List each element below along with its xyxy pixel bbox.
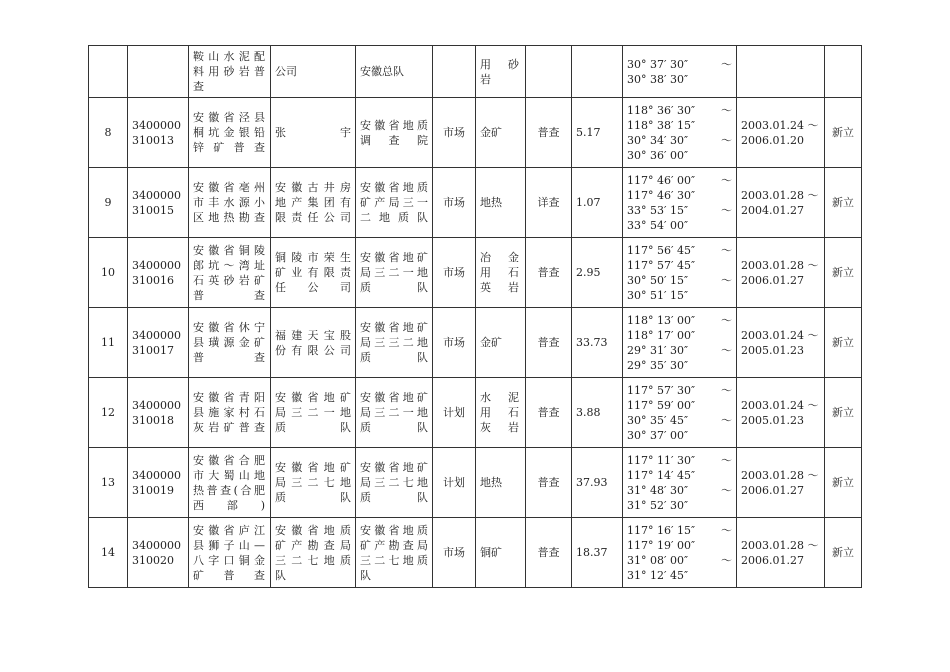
cell-source: 市场 [433, 168, 476, 238]
cell-no [89, 46, 128, 98]
cell-mineral: 地热 [476, 448, 526, 518]
table-row [89, 308, 862, 378]
cell-stage: 详查 [526, 168, 572, 238]
cell-validity: 2003.01.28 ～ 2004.01.27 [737, 168, 825, 238]
cell-type: 新立 [825, 98, 862, 168]
cell-type: 新立 [825, 378, 862, 448]
table-row [89, 448, 862, 518]
cell-type: 新立 [825, 518, 862, 588]
cell-validity: 2003.01.28 ～ 2006.01.27 [737, 448, 825, 518]
cell-project-name: 安徽省亳州 市丰水源小 区地热勘查 [189, 168, 271, 238]
cell-source: 市场 [433, 308, 476, 378]
cell-applicant: 张 宇 [271, 98, 356, 168]
mining-rights-table [88, 45, 862, 588]
cell-mineral: 地热 [476, 168, 526, 238]
cell-project-name: 安徽省铜陵 郎坑～湾址 石英砂岩矿 普查 [189, 238, 271, 308]
table-row [89, 46, 862, 98]
cell-stage: 普查 [526, 98, 572, 168]
table-row [89, 98, 862, 168]
cell-validity: 2003.01.24 ～ 2005.01.23 [737, 308, 825, 378]
cell-code: 3400000 310017 [128, 308, 189, 378]
cell-area: 1.07 [572, 168, 623, 238]
cell-source: 市场 [433, 98, 476, 168]
cell-code: 3400000 310015 [128, 168, 189, 238]
cell-stage [526, 46, 572, 98]
cell-mineral: 金矿 [476, 98, 526, 168]
cell-validity: 2003.01.28 ～ 2006.01.27 [737, 238, 825, 308]
table-row [89, 518, 862, 588]
cell-validity [737, 46, 825, 98]
cell-project-name: 安徽省休宁 县璜源金矿 普查 [189, 308, 271, 378]
cell-type: 新立 [825, 308, 862, 378]
cell-validity: 2003.01.24 ～ 2006.01.20 [737, 98, 825, 168]
table-row [89, 168, 862, 238]
cell-stage: 普查 [526, 378, 572, 448]
cell-coordinates: 117° 16′ 15″ ～ 117° 19′ 00″ 31° 08′ 00″ ～ 31° 12′ 45″ [623, 518, 737, 588]
table-row [89, 238, 862, 308]
cell-applicant: 安徽古井房 地产集团有 限责任公司 [271, 168, 356, 238]
cell-exploration-unit: 安徽省地矿 局三二一地 质队 [356, 378, 433, 448]
cell-no: 11 [89, 308, 128, 378]
cell-coordinates: 30° 37′ 30″ ～ 30° 38′ 30″ [623, 46, 737, 98]
cell-code [128, 46, 189, 98]
cell-source: 市场 [433, 238, 476, 308]
cell-area: 3.88 [572, 378, 623, 448]
cell-area: 33.73 [572, 308, 623, 378]
cell-no: 14 [89, 518, 128, 588]
cell-exploration-unit: 安徽省地矿 局三三二地 质队 [356, 308, 433, 378]
cell-no: 13 [89, 448, 128, 518]
cell-coordinates: 117° 57′ 30″ ～ 117° 59′ 00″ 30° 35′ 45″ ～ 30° 37′ 00″ [623, 378, 737, 448]
cell-code: 3400000 310019 [128, 448, 189, 518]
cell-type: 新立 [825, 168, 862, 238]
cell-mineral: 用 砂 岩 [476, 46, 526, 98]
cell-project-name: 安徽省泾县 桐坑金银铅 锌矿普查 [189, 98, 271, 168]
cell-project-name: 安徽省庐江 县狮子山— 八字口铜金 矿普查 [189, 518, 271, 588]
cell-exploration-unit: 安徽省地矿 局三二一地 质队 [356, 238, 433, 308]
cell-coordinates: 118° 13′ 00″ ～ 118° 17′ 00″ 29° 31′ 30″ ～ 29° 35′ 30″ [623, 308, 737, 378]
cell-coordinates: 117° 56′ 45″ ～ 117° 57′ 45″ 30° 50′ 15″ ～ 30° 51′ 15″ [623, 238, 737, 308]
cell-project-name: 鞍山水泥配 料用砂岩普 查 [189, 46, 271, 98]
cell-applicant: 铜陵市荣生 矿业有限责 任公司 [271, 238, 356, 308]
cell-exploration-unit: 安徽省地质 矿产勘查局 三二七地质 队 [356, 518, 433, 588]
cell-mineral: 金矿 [476, 308, 526, 378]
cell-no: 12 [89, 378, 128, 448]
cell-mineral: 铜矿 [476, 518, 526, 588]
cell-applicant: 安徽省地质 矿产勘查局 三二七地质 队 [271, 518, 356, 588]
cell-source: 计划 [433, 448, 476, 518]
cell-type: 新立 [825, 448, 862, 518]
cell-no: 9 [89, 168, 128, 238]
cell-applicant: 安徽省地矿 局三二七地 质队 [271, 448, 356, 518]
cell-no: 8 [89, 98, 128, 168]
cell-code: 3400000 310013 [128, 98, 189, 168]
cell-exploration-unit: 安徽省地质 矿产局三一 二地质队 [356, 168, 433, 238]
cell-stage: 普查 [526, 238, 572, 308]
cell-project-name: 安徽省合肥 市大蜀山地 热普查(合肥 西部) [189, 448, 271, 518]
cell-area: 5.17 [572, 98, 623, 168]
cell-source: 计划 [433, 378, 476, 448]
cell-source [433, 46, 476, 98]
cell-source: 市场 [433, 518, 476, 588]
cell-stage: 普查 [526, 448, 572, 518]
cell-validity: 2003.01.28 ～ 2006.01.27 [737, 518, 825, 588]
cell-area: 2.95 [572, 238, 623, 308]
cell-area: 37.93 [572, 448, 623, 518]
cell-mineral: 冶 金 用 石 英岩 [476, 238, 526, 308]
cell-area: 18.37 [572, 518, 623, 588]
cell-exploration-unit: 安徽总队 [356, 46, 433, 98]
cell-applicant: 公司 [271, 46, 356, 98]
cell-no: 10 [89, 238, 128, 308]
cell-code: 3400000 310020 [128, 518, 189, 588]
cell-applicant: 安徽省地矿 局三二一地 质队 [271, 378, 356, 448]
cell-coordinates: 117° 46′ 00″ ～ 117° 46′ 30″ 33° 53′ 15″ ～ 33° 54′ 00″ [623, 168, 737, 238]
cell-coordinates: 117° 11′ 30″ ～ 117° 14′ 45″ 31° 48′ 30″ ～ 31° 52′ 30″ [623, 448, 737, 518]
cell-code: 3400000 310018 [128, 378, 189, 448]
cell-type: 新立 [825, 238, 862, 308]
cell-exploration-unit: 安徽省地矿 局三二七地 质队 [356, 448, 433, 518]
cell-coordinates: 118° 36′ 30″ ～ 118° 38′ 15″ 30° 34′ 30″ ～ 30° 36′ 00″ [623, 98, 737, 168]
cell-code: 3400000 310016 [128, 238, 189, 308]
cell-applicant: 福建天宝股 份有限公司 [271, 308, 356, 378]
cell-exploration-unit: 安徽省地质 调查院 [356, 98, 433, 168]
cell-stage: 普查 [526, 518, 572, 588]
cell-mineral: 水 泥 用 石 灰岩 [476, 378, 526, 448]
cell-stage: 普查 [526, 308, 572, 378]
table-row [89, 378, 862, 448]
cell-project-name: 安徽省青阳 县施家村石 灰岩矿普查 [189, 378, 271, 448]
cell-validity: 2003.01.24 ～ 2005.01.23 [737, 378, 825, 448]
cell-type [825, 46, 862, 98]
cell-area [572, 46, 623, 98]
